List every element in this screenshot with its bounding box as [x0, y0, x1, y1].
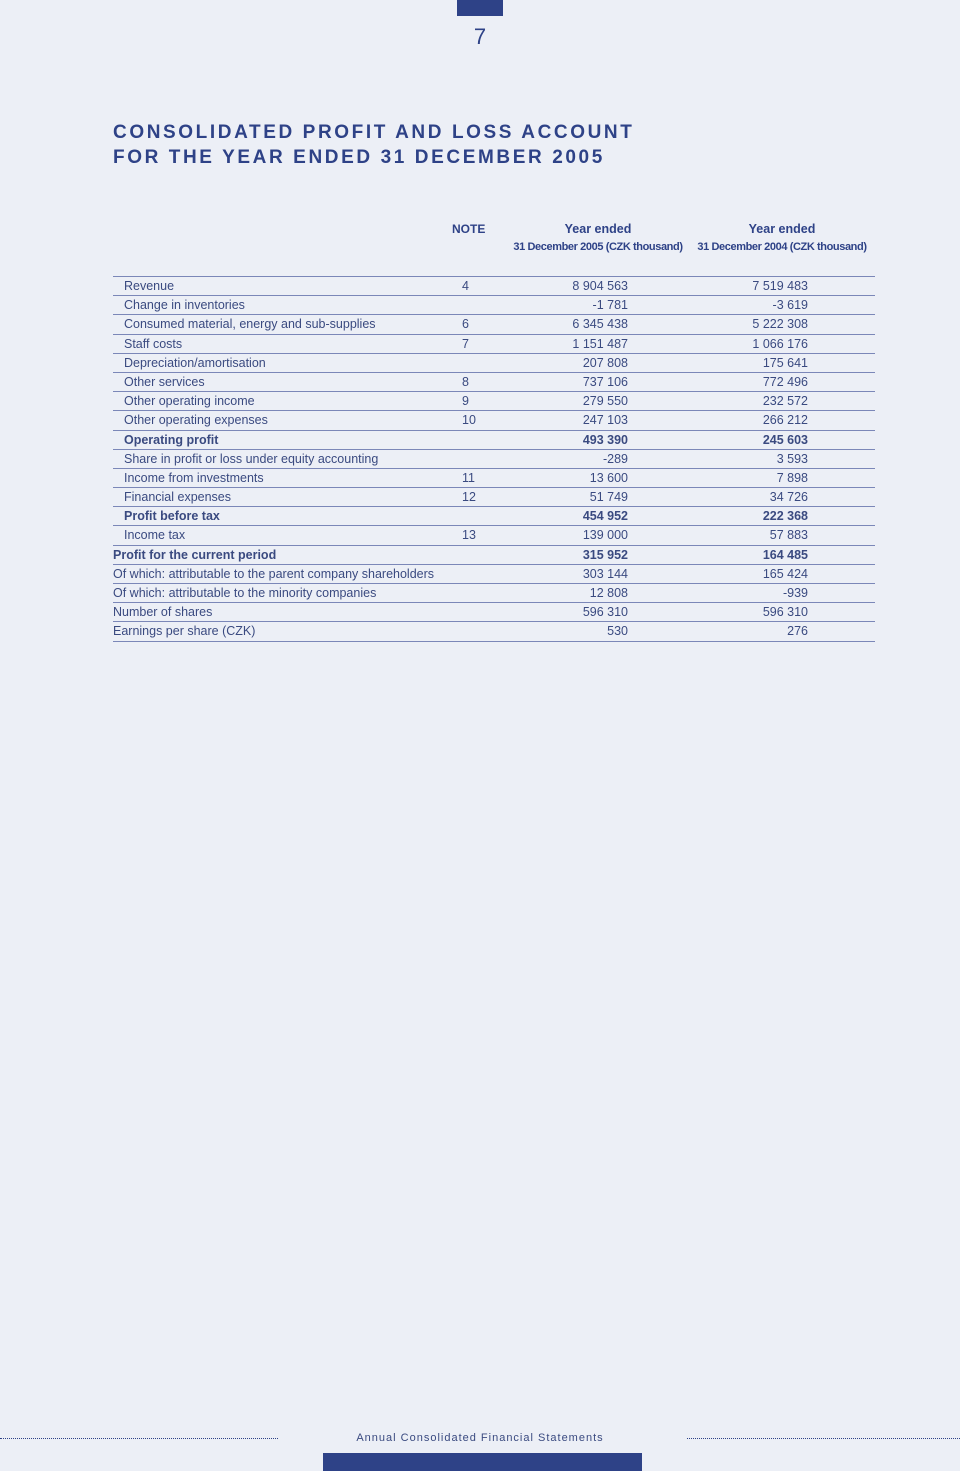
table-row	[113, 584, 875, 603]
row-value-2005: 530	[607, 624, 628, 639]
row-label: Share in profit or loss under equity accounting	[124, 451, 379, 466]
row-label: Other operating expenses	[124, 413, 268, 428]
row-label: Staff costs	[124, 336, 183, 351]
row-value-2004: 164 485	[762, 547, 808, 562]
header-col-2005	[510, 222, 686, 253]
row-value-2004: 7 519 483	[752, 279, 808, 293]
row-value-2004: 276	[787, 624, 808, 639]
row-label: Financial expenses	[124, 490, 232, 505]
header-col-2004-line2: 31 December 2004 (CZK thousand)	[697, 241, 867, 253]
table-row-operating-profit	[113, 431, 875, 450]
row-label: Income from investments	[124, 470, 264, 485]
row-value-2004: -939	[782, 586, 808, 600]
row-value-2004: 596 310	[762, 605, 808, 620]
row-value-2005: 51 749	[589, 490, 628, 505]
row-label: Revenue	[124, 279, 175, 293]
row-note: 13	[462, 528, 476, 543]
row-value-2004: 1 066 176	[752, 336, 808, 351]
page-title	[113, 120, 634, 170]
row-value-2005: 315 952	[582, 547, 628, 562]
row-label: Other services	[124, 374, 205, 389]
table-row	[113, 622, 875, 641]
row-label: Profit before tax	[124, 509, 220, 524]
footer-title: Annual Consolidated Financial Statements	[356, 1432, 604, 1444]
row-label: Change in inventories	[124, 298, 245, 313]
row-value-2005: 207 808	[582, 355, 628, 370]
table-row	[113, 411, 875, 430]
table-row	[113, 373, 875, 392]
table-row-profit-current-period	[113, 546, 875, 565]
row-value-2004: 245 603	[762, 432, 808, 447]
table-row	[113, 277, 875, 296]
row-value-2004: 175 641	[762, 355, 808, 370]
table-row	[113, 565, 875, 584]
row-value-2004: 266 212	[762, 413, 808, 428]
table-row	[113, 296, 875, 315]
row-value-2004: 165 424	[762, 566, 808, 581]
header-col-2005-line1: Year ended	[564, 222, 632, 236]
row-note: 11	[462, 470, 475, 485]
row-value-2005: 737 106	[582, 374, 628, 389]
row-label: Depreciation/amortisation	[124, 355, 266, 370]
row-label: Of which: attributable to the minority companies	[113, 586, 377, 600]
row-value-2005: 139 000	[582, 528, 628, 543]
title-line-2: FOR THE YEAR ENDED 31 DECEMBER 2005	[113, 147, 605, 168]
row-note: 10	[462, 413, 476, 428]
row-note: 4	[462, 279, 469, 293]
row-value-2004: 772 496	[762, 374, 808, 389]
title-line-1: CONSOLIDATED PROFIT AND LOSS ACCOUNT	[113, 122, 635, 143]
bottom-bar	[323, 1453, 642, 1471]
row-label: Number of shares	[113, 605, 213, 620]
row-label: Profit for the current period	[113, 547, 277, 562]
profit-loss-table	[113, 276, 875, 642]
table-row	[113, 335, 875, 354]
row-label: Consumed material, energy and sub-supplies	[124, 317, 376, 332]
header-col-2005-line2: 31 December 2005 (CZK thousand)	[513, 241, 683, 253]
row-value-2004: 3 593	[776, 451, 808, 466]
table-row	[113, 354, 875, 373]
row-label: Operating profit	[124, 432, 219, 447]
row-value-2005: 279 550	[582, 394, 628, 409]
row-value-2005: 12 808	[589, 586, 628, 600]
row-value-2004: 222 368	[762, 509, 808, 524]
table-row	[113, 315, 875, 334]
row-label: Of which: attributable to the parent company shareholders	[113, 566, 435, 581]
table-row	[113, 603, 875, 622]
row-value-2004: 232 572	[762, 394, 808, 409]
row-value-2005: 1 151 487	[572, 336, 628, 351]
row-note: 12	[462, 490, 476, 505]
row-note: 9	[462, 394, 469, 409]
row-value-2005: 493 390	[582, 432, 628, 447]
row-value-2004: 34 726	[769, 490, 808, 505]
row-label: Other operating income	[124, 394, 255, 409]
header-note: NOTE	[452, 222, 486, 236]
row-value-2005: 596 310	[582, 605, 628, 620]
row-value-2005: 8 904 563	[572, 279, 628, 293]
row-note: 6	[462, 317, 469, 332]
row-value-2005: 6 345 438	[572, 317, 628, 332]
page-number: 7	[473, 24, 487, 49]
row-note: 8	[462, 374, 469, 389]
row-value-2005: -289	[602, 451, 628, 466]
header-col-2004-line1: Year ended	[748, 222, 816, 236]
table-row	[113, 469, 875, 488]
row-value-2005: 13 600	[589, 470, 628, 485]
row-note: 7	[462, 336, 469, 351]
top-tab-marker	[457, 0, 503, 16]
row-label: Earnings per share (CZK)	[113, 624, 256, 639]
footer-dotted-rule-right	[687, 1438, 960, 1439]
row-value-2004: 57 883	[769, 528, 808, 543]
row-value-2004: 7 898	[776, 470, 808, 485]
row-value-2004: -3 619	[772, 298, 808, 313]
table-row-profit-before-tax	[113, 507, 875, 526]
table-row	[113, 526, 875, 545]
row-value-2005: 303 144	[582, 566, 628, 581]
row-value-2005: 247 103	[582, 413, 628, 428]
row-value-2005: 454 952	[582, 509, 628, 524]
row-label: Income tax	[124, 528, 186, 543]
row-value-2005: -1 781	[592, 298, 628, 313]
table-row	[113, 392, 875, 411]
header-col-2004	[694, 222, 870, 253]
table-row	[113, 488, 875, 507]
table-row	[113, 450, 875, 469]
row-value-2004: 5 222 308	[752, 317, 808, 332]
